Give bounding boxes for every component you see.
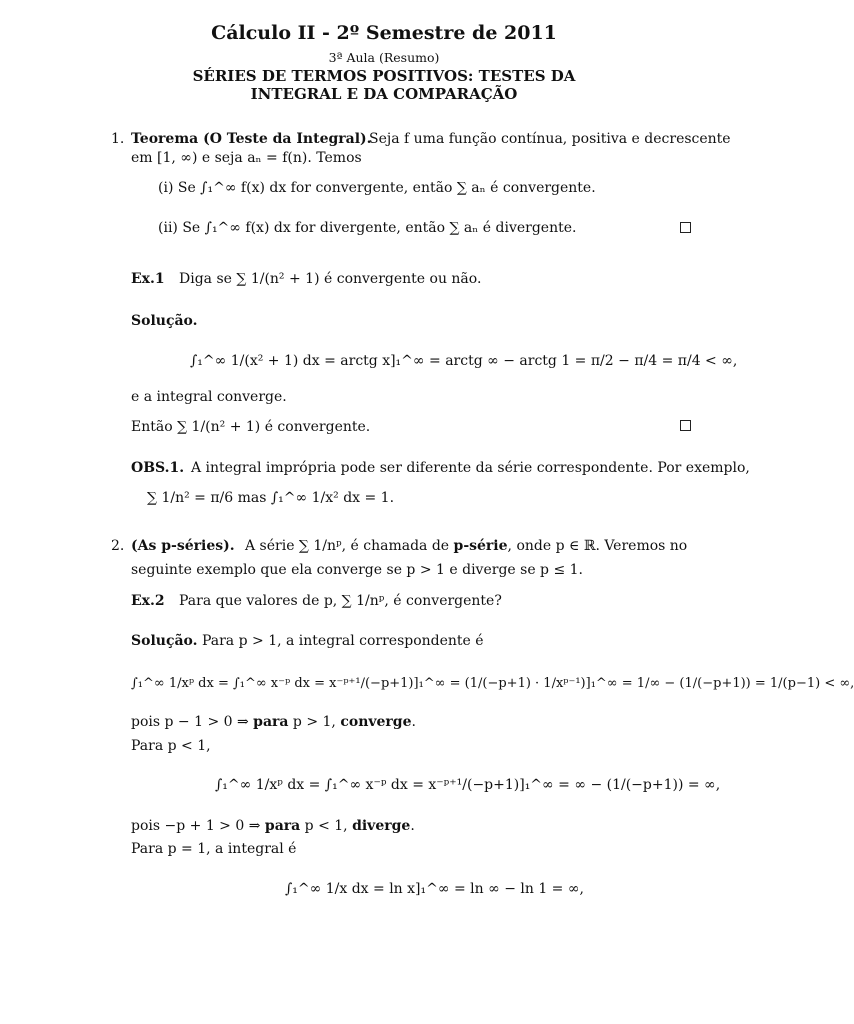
section2-number: 2. <box>111 538 125 554</box>
qed-square-icon <box>680 222 691 233</box>
solution1-equation: ∫₁^∞ 1/(x² + 1) dx = arctg x]₁^∞ = arctg ∞ − arctg 1 = π/2 − π/4 = π/4 < ∞, <box>190 353 738 369</box>
pois2-d: . <box>410 818 415 834</box>
document-subtitle: 3ª Aula (Resumo) <box>328 50 440 65</box>
pseries-equation-2: ∫₁^∞ 1/xᵖ dx = ∫₁^∞ x⁻ᵖ dx = x⁻ᵖ⁺¹/(−p+1)]₁^∞ = ∞ − (1/(−p+1)) = ∞, <box>215 777 721 793</box>
pois2-a: pois −p + 1 > 0 ⇒ <box>131 818 265 834</box>
theorem-text: Seja f uma função contínua, positiva e decrescente <box>369 131 731 147</box>
converges-text: e a integral converge. <box>131 389 287 405</box>
conclusion1-text: Então ∑ 1/(n² + 1) é convergente. <box>131 419 371 435</box>
section1-number: 1. <box>111 131 125 147</box>
example2-label: Ex.2 <box>131 593 165 609</box>
pseries-text-a: A série ∑ 1/nᵖ, é chamada de <box>245 538 450 554</box>
pois2-bold-para: para <box>264 818 301 834</box>
para-p-equals-1: Para p = 1, a integral é <box>131 841 297 857</box>
example1-text: Diga se ∑ 1/(n² + 1) é convergente ou não. <box>179 271 482 287</box>
obs1-equation: ∑ 1/n² = π/6 mas ∫₁^∞ 1/x² dx = 1. <box>147 490 395 506</box>
example2-text: Para que valores de p, ∑ 1/nᵖ, é convergente? <box>179 593 502 609</box>
theorem-label: Teorema (O Teste da Integral). <box>131 131 372 147</box>
pois1-d: . <box>411 714 416 730</box>
pois2-bold-diverge: diverge <box>352 818 411 834</box>
solution2-line <box>131 632 484 650</box>
qed-square-icon <box>680 420 691 431</box>
solution2-label: Solução. <box>131 633 198 649</box>
pois1-bold-converge: converge <box>340 714 412 730</box>
document-title: Cálculo II - 2º Semestre de 2011 <box>211 22 557 44</box>
pseries-equation-1: ∫₁^∞ 1/xᵖ dx = ∫₁^∞ x⁻ᵖ dx = x⁻ᵖ⁺¹/(−p+1)]₁^∞ = (1/(−p+1) · 1/xᵖ⁻¹)]₁^∞ = 1/∞ − (1/(−p+1)) = 1/(p−1) < ∞, <box>131 676 854 691</box>
section-heading-line1: SÉRIES DE TERMOS POSITIVOS: TESTES DA <box>192 67 576 85</box>
pois1-a: pois p − 1 > 0 ⇒ <box>131 714 254 730</box>
example1-label: Ex.1 <box>131 271 165 287</box>
pois2-line <box>131 817 415 835</box>
pois1-line <box>131 713 416 731</box>
theorem-text-2: em [1, ∞) e seja aₙ = f(n). Temos <box>131 150 362 166</box>
solution1-label: Solução. <box>131 313 198 329</box>
pseries-label: (As p-séries). <box>131 538 235 554</box>
pois1-bold-para: para <box>253 714 289 730</box>
pois1-c: p > 1, <box>288 714 341 730</box>
pseries-text <box>245 537 687 555</box>
para-p-less-1: Para p < 1, <box>131 738 211 754</box>
solution2-text: Para p > 1, a integral correspondente é <box>201 633 484 649</box>
pois2-c: p < 1, <box>300 818 353 834</box>
obs1-label: OBS.1. <box>131 460 185 476</box>
pseries-text-2: seguinte exemplo que ela converge se p > 1 e diverge se p ≤ 1. <box>131 562 584 578</box>
pseries-text-bold: p-série <box>453 538 508 554</box>
theorem-item-i: (i) Se ∫₁^∞ f(x) dx for convergente, então ∑ aₙ é convergente. <box>158 180 596 196</box>
section-heading-line2: INTEGRAL E DA COMPARAÇÃO <box>250 85 518 103</box>
pseries-equation-3: ∫₁^∞ 1/x dx = ln x]₁^∞ = ln ∞ − ln 1 = ∞, <box>285 881 584 897</box>
pseries-text-b: , onde p ∈ ℝ. Veremos no <box>507 538 688 554</box>
theorem-item-ii: (ii) Se ∫₁^∞ f(x) dx for divergente, então ∑ aₙ é divergente. <box>158 220 577 236</box>
obs1-text: A integral imprópria pode ser diferente da série correspondente. Por exemplo, <box>191 460 750 476</box>
